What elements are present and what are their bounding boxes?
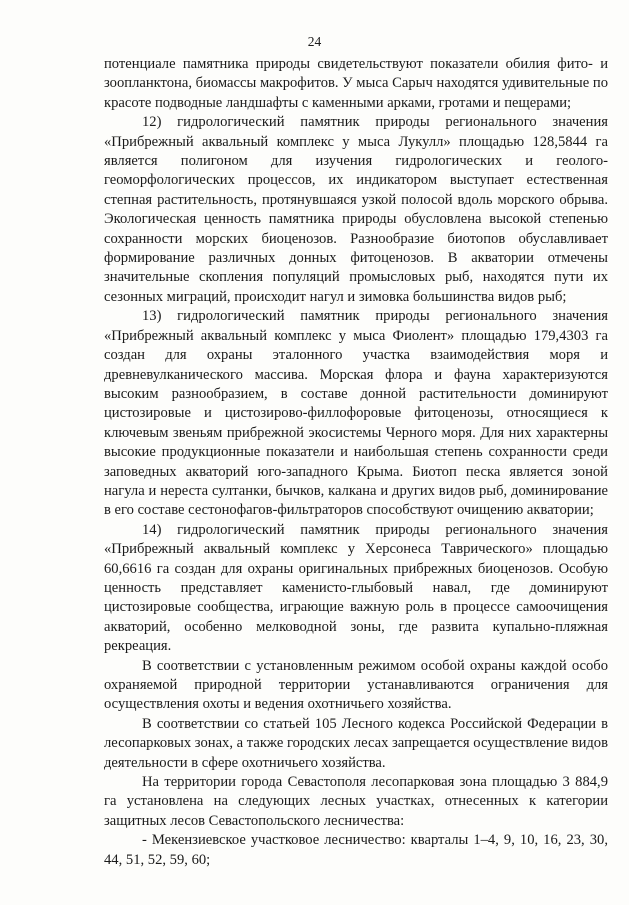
list-item-mekenzievskoe: - Мекензиевское участковое лесничество: кварталы 1–4, 9, 10, 16, 23, 30, 44, 51, 52, 59, 60; [104,832,608,868]
paragraph-item-13: 13) гидрологический памятник природы регионального значения «Прибрежный аквальный комплекс у мыса Фиолент» площадью 179,4303 га создан для охраны эталонного участка взаимодействия моря и древневулканического массива. Морская флора и фауна характеризуются высоким разнообразием, в составе донной растительности доминируют цистозировые и цистозирово-филлофоровые фитоценозы, относящиеся к ключевым звеньям прибрежной экосистемы Черного моря. Для них характерны высокие продукционные показатели и наибольшая степень сохранности среди заповедных акваторий юго-западного Крыма. Биотоп песка является зоной нагула и нереста султанки, бычков, калкана и других видов рыб, доминирование в его составе сестонофагов-фильтраторов способствуют очищению акватории; [104,308,608,519]
paragraph-item-14: 14) гидрологический памятник природы регионального значения «Прибрежный аквальный комплекс у Херсонеса Таврического» площадью 60,6616 га создан для охраны оригинальных прибрежных биоценозов. Особую ценность представляет каменисто-глыбовый навал, где доминируют цистозировые сообщества, играющие важную роль в процессе самоочищения акваторий, особенно мелководной зоны, где развита купально-пляжная рекреация. [104,521,608,655]
paragraph-item-12: 12) гидрологический памятник природы регионального значения «Прибрежный аквальный комплекс у мыса Лукулл» площадью 128,5844 га является полигоном для изучения гидрологических и геолого-геоморфологических процессов, их индикатором выступает естественная степная растительность, протянувшаяся узкой полосой вдоль морского обрыва. Экологическая ценность памятника природы обусловлена высокой степенью сохранности морских биоценозов. Разнообразие биотопов обуславливает формирование различных донных фитоценозов. В акватории отмечены значительные скопления популяций промысловых рыб, находятся пути их сезонных миграций, происходит нагул и зимовка большинства видов рыб; [104,114,608,305]
paragraph-hunting-restrictions: В соответствии с установленным режимом особой охраны каждой особо охраняемой природной территории устанавливаются ограничения для осуществления охоты и ведения охотничьего хозяйства. [104,657,608,713]
paragraph-forest-code: В соответствии со статьей 105 Лесного кодекса Российской Федерации в лесопарковых зонах, а также городских лесах запрещается осуществление видов деятельности в сфере охотничьего хозяйства. [104,715,608,771]
paragraph-forest-park-zone: На территории города Севастополя лесопарковая зона площадью 3 884,9 га установлена на следующих лесных участках, отнесенных к категории защитных лесов Севастопольского лесничества: [104,774,608,829]
body-text [104,55,608,870]
page-number: 24 [307,34,322,49]
paragraph-continuation: потенциале памятника природы свидетельствуют показатели обилия фито- и зоопланктона, биомассы макрофитов. У мыса Сарыч находятся удивительные по красоте подводные ландшафты с каменными арками, гротами и пещерами; [104,56,608,111]
